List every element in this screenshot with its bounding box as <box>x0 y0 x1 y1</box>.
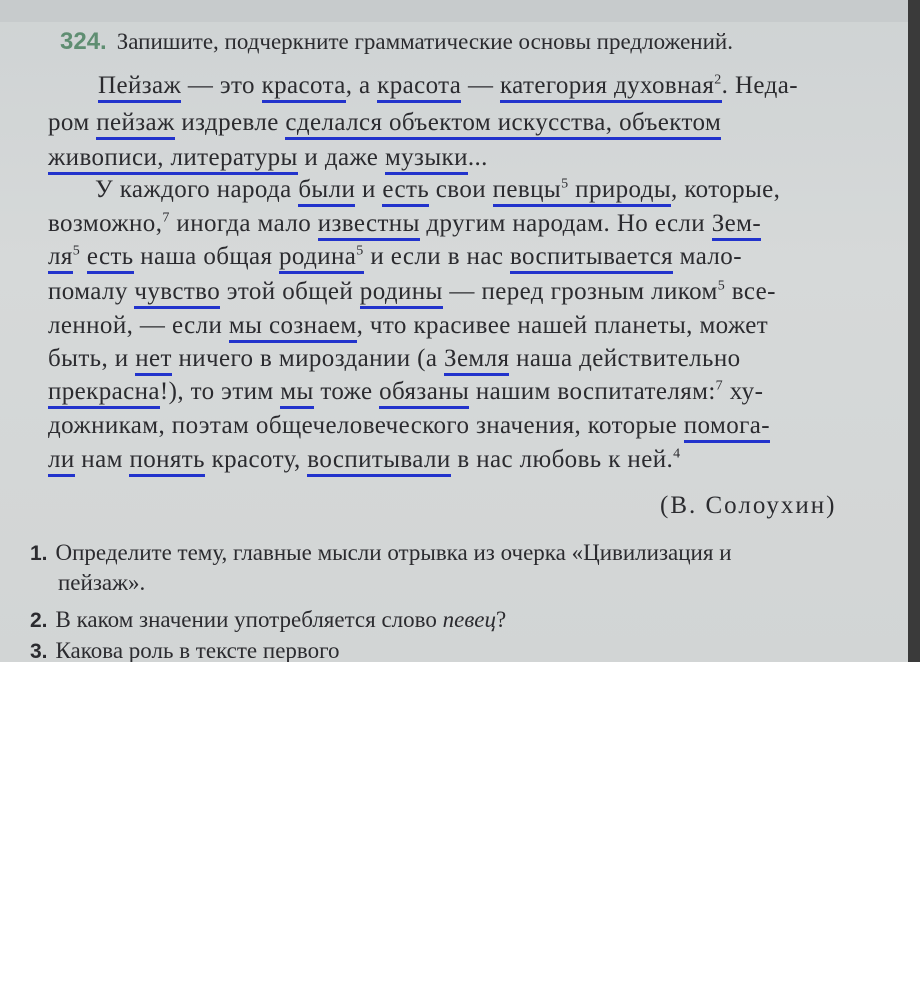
page-edge <box>908 0 920 662</box>
question-1 <box>30 540 732 566</box>
text-run: быть, и <box>48 345 136 372</box>
footnote-mark: 4 <box>673 446 681 462</box>
text-run: ху- <box>723 378 764 405</box>
text-run: — это <box>181 72 262 99</box>
question-1-continuation: пейзаж». <box>58 570 146 595</box>
text-run: , которые, <box>671 176 781 203</box>
text-run: !), то этим <box>159 378 281 405</box>
text-line-8 <box>48 312 768 340</box>
text-run: , а <box>345 72 378 99</box>
text-run: — перед грозным ликом <box>442 278 718 305</box>
underlined-word: есть <box>382 176 429 207</box>
text-line-9 <box>48 345 741 373</box>
previous-text-strip <box>0 0 920 22</box>
exercise-number: 324. <box>60 28 107 55</box>
question-number: 3. <box>30 640 48 662</box>
text-run: и если в нас <box>363 243 510 270</box>
text-run: в нас любовь к ней. <box>450 446 674 473</box>
text-run: наша действительно <box>509 345 741 372</box>
text-run <box>80 243 87 270</box>
underlined-word: чувство <box>134 278 220 309</box>
underlined-word: мы <box>280 378 313 409</box>
underlined-word: известны <box>318 210 420 241</box>
question-text: Определите тему, главные мысли отрывка из очерка «Цивилизация и <box>55 540 732 565</box>
text-run: красоту, <box>204 446 308 473</box>
text-run: ничего в мироздании (а <box>171 345 445 372</box>
underlined-word: понять <box>129 446 204 477</box>
text-run: нашим воспитателям: <box>469 378 716 405</box>
exercise-instruction: Запишите, подчеркните грамматические основы предложений. <box>116 29 733 54</box>
footnote-mark: 7 <box>162 210 170 226</box>
question-text: Какова роль в тексте первого <box>55 638 340 662</box>
text-run: родина <box>279 243 357 270</box>
underlined-word: помога- <box>684 412 770 443</box>
underlined-word: были <box>298 176 355 207</box>
text-line-10 <box>48 378 763 406</box>
text-run: иногда мало <box>169 210 318 237</box>
text-run: и даже <box>297 144 385 171</box>
question-number: 2. <box>30 609 48 632</box>
underlined-word: ли <box>48 446 75 477</box>
text-run: помалу <box>48 278 135 305</box>
underlined-word: Земля <box>444 345 509 376</box>
text-run: — <box>461 72 501 99</box>
underlined-word <box>279 243 364 274</box>
text-line-3 <box>48 144 488 172</box>
underlined-word: Зем- <box>712 210 761 241</box>
text-run: ром <box>48 109 97 136</box>
underlined-word <box>500 72 722 103</box>
text-run: и <box>355 176 383 203</box>
text-line-1 <box>98 72 798 100</box>
underlined-word: есть <box>87 243 134 274</box>
text-run: мало- <box>673 243 742 270</box>
question-italic-word: певец <box>442 607 497 632</box>
underlined-word: мы сознаем <box>229 312 357 343</box>
text-run: категория духовная <box>500 72 715 99</box>
underlined-word: ля <box>48 243 73 274</box>
text-run: тоже <box>313 378 380 405</box>
question-3 <box>30 638 339 662</box>
text-run: певцы <box>492 176 562 203</box>
exercise-header <box>60 28 733 56</box>
underlined-word: сделался объектом искусства, объектом <box>285 109 721 140</box>
underlined-word: красота <box>377 72 461 103</box>
text-run: другим народам. Но если <box>419 210 712 237</box>
underlined-word: красота <box>262 72 346 103</box>
question-number: 1. <box>30 542 48 565</box>
underlined-word: родины <box>360 278 443 309</box>
text-run: ленной, — если <box>48 312 229 339</box>
footnote-mark: 7 <box>715 378 724 394</box>
footnote-mark: 5 <box>717 278 726 294</box>
text-line-11 <box>48 412 770 440</box>
underlined-word: прекрасна <box>48 378 160 409</box>
underlined-word: нет <box>135 345 172 376</box>
underlined-word: обязаны <box>379 378 469 409</box>
text-run: свои <box>429 176 493 203</box>
text-line-12 <box>48 446 681 474</box>
text-run: все- <box>725 278 776 305</box>
text-run: наша общая <box>133 243 280 270</box>
underlined-word: воспитывали <box>307 446 450 477</box>
blank-area <box>0 662 920 1002</box>
question-2 <box>30 607 506 633</box>
question-text: ? <box>496 607 507 632</box>
text-line-2 <box>48 109 721 137</box>
author-attribution: (В. Солоухин) <box>660 492 837 519</box>
text-run: У каждого народа <box>95 176 299 203</box>
underlined-word: воспитывается <box>510 243 673 274</box>
text-run: нам <box>74 446 130 473</box>
text-run: возможно, <box>48 210 163 237</box>
text-line-5 <box>48 210 761 238</box>
text-run: издревле <box>174 109 286 136</box>
text-line-4 <box>95 176 780 204</box>
text-run: природы <box>568 176 672 203</box>
text-run: дожникам, поэтам общечеловеческого значения, которые <box>48 412 684 439</box>
underlined-word: живописи, литературы <box>48 144 298 175</box>
underlined-word <box>493 176 671 207</box>
footnote-mark: 2 <box>714 72 722 88</box>
underlined-word: музыки <box>385 144 468 175</box>
underlined-word: пейзаж <box>96 109 175 140</box>
underlined-word: Пейзаж <box>98 72 181 103</box>
text-line-7 <box>48 278 776 306</box>
text-run: ... <box>467 144 488 171</box>
question-text: В каком значении употребляется слово <box>55 607 443 632</box>
text-run: . Неда- <box>721 72 798 99</box>
text-line-6 <box>48 243 742 271</box>
footnote-mark: 5 <box>356 243 364 259</box>
text-run: , что красивее нашей планеты, может <box>356 312 769 339</box>
text-run: этой общей <box>220 278 360 305</box>
footnote-mark: 5 <box>561 176 569 192</box>
footnote-mark: 5 <box>72 243 81 259</box>
